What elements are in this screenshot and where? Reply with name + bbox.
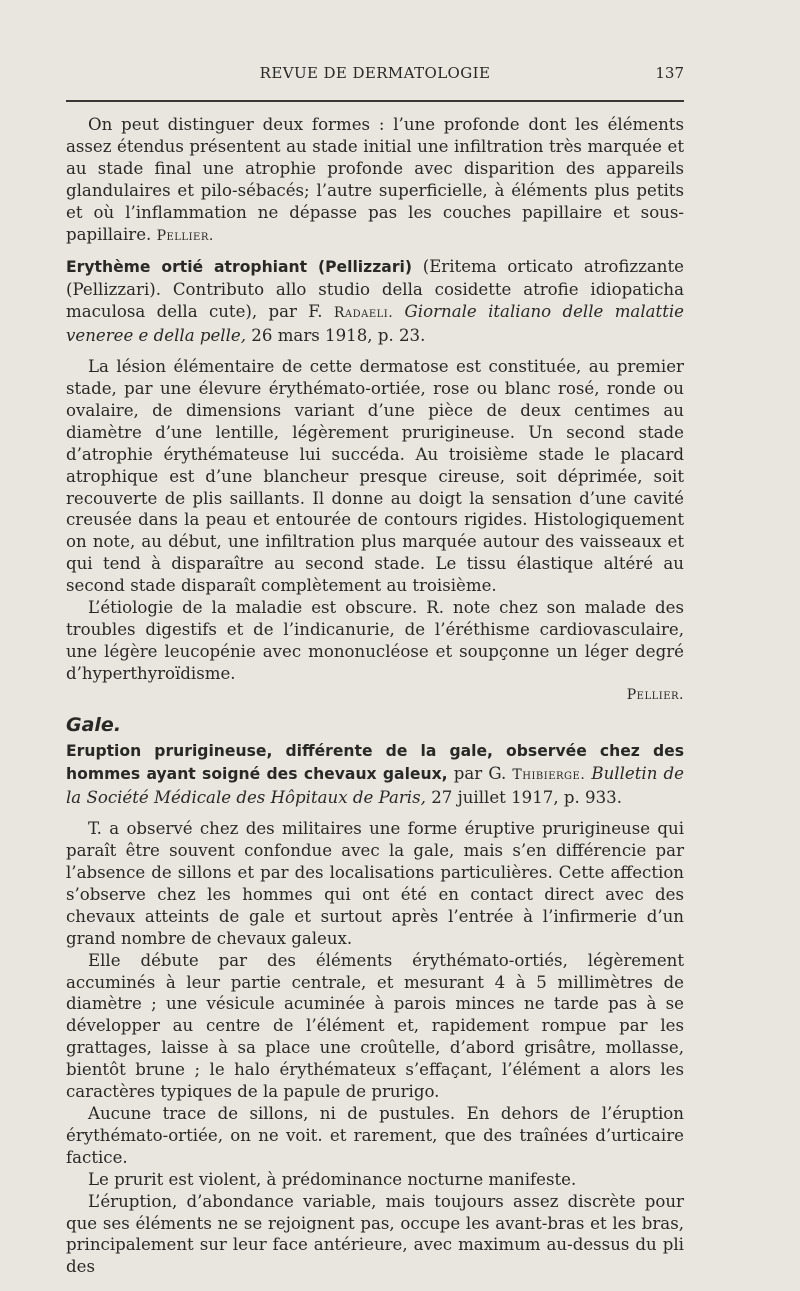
entry-date: 26 mars 1918, p. 23. <box>246 326 426 346</box>
paragraph-text: On peut distinguer deux formes : l’une profonde dont les éléments assez étendus présentent au stade initial une infiltration très marquée et au stade final une atrophie profonde avec disparition des appareils glandulaires et pilo-sébacés; l’autre superficielle, à éléments plus petits et où l’inflammation ne dépasse pas les couches papillaire et sous-papillaire. <box>66 115 684 244</box>
author-signature: Pellier. <box>156 227 214 244</box>
header-rule <box>66 100 684 102</box>
author-signature: Pellier. <box>626 686 684 703</box>
bibliography-entry <box>66 256 684 347</box>
paragraph-text: L’étiologie de la maladie est obscure. R. note chez son malade des troubles digestifs et de l’indicanurie, de l’éréthisme cardiovasculaire, une légère leucopénie avec mononucléose et soupçonne un léger degré d’hyperthyroïdisme. <box>66 598 684 683</box>
entry-author: Thibierge. <box>512 767 586 784</box>
entry-journal: Bulletin de la Société Médicale des Hôpitaux de Paris, <box>66 764 684 808</box>
paragraph <box>66 114 684 247</box>
entry-journal: Giornale italiano delle malattie veneree e della pelle, <box>66 302 684 346</box>
paragraph: Le prurit est violent, à prédominance nocturne manifeste. <box>88 1169 577 1189</box>
entry-author: Radaeli. <box>333 305 394 322</box>
entry-title: Eruption prurigineuse, différente de la gale, observée chez des hommes ayant soigné des chevaux galeux, <box>66 742 684 784</box>
entry-date: 27 juillet 1917, p. 933. <box>425 788 623 808</box>
paragraph: La lésion élémentaire de cette dermatose est constituée, au premier stade, par une élevure érythémato-ortiée, rose ou blanc rosé, ronde ou ovalaire, de dimensions variant d’une pièce de deux centimes au diamètre d’une lentille, légèrement prurigineuse. Un second stade d’atrophie érythémateuse lui succéda. Au troisième stade le placard atrophique est d’une blancheur presque cireuse, soit déprimée, soit recouverte de plis saillants. Il donne au doigt la sensation d’une cavité creusée dans la peau et entourée de contours rigides. Histologiquement on note, au début, une infiltration plus marquée autour des vaisseaux et qui tend à disparaître au second stade. Le tissu élastique altéré au second stade disparaît complètement au troisième. <box>66 357 684 596</box>
page-number: 137 <box>655 64 684 82</box>
paragraph: Aucune trace de sillons, ni de pustules. En dehors de l’éruption érythémato-ortiée, on ne voit. et rarement, que des traînées d’urticaire factice. <box>66 1103 684 1167</box>
page-header <box>66 64 684 88</box>
article-body <box>66 114 684 1278</box>
running-title: REVUE DE DERMATOLOGIE <box>259 64 491 82</box>
entry-title: Erythème ortié atrophiant (Pellizzari) <box>66 258 412 277</box>
paragraph: Elle débute par des éléments érythémato-ortiés, légèrement accuminés à leur partie centrale, et mesurant 4 à 5 millimètres de diamètre ; une vésicule acuminée à parois minces ne tarde pas à se développer au centre de l’élément et, rapidement rompue par les grattages, laisse à sa place une croûtelle, d’abord grisâtre, mollasse, bientôt brune ; le halo érythémateux s’effaçant, l’élément a alors les caractères typiques de la papule de prurigo. <box>66 950 684 1102</box>
section-heading: Gale. <box>66 713 122 736</box>
entry-description: (Eritema orticato atrofizzante (Pellizzari). Contributo allo studio della cosidette atrofie idiopaticha maculosa della cute), par F. <box>66 257 684 322</box>
paragraph: L’éruption, d’abondance variable, mais toujours assez discrète pour que ses éléments ne se rejoignent pas, occupe les avant-bras et les bras, principalement sur leur face antérieure, avec maximum au-dessus du pli des <box>66 1191 684 1277</box>
entry-by: par G. <box>447 764 513 784</box>
paragraph <box>66 597 684 707</box>
paragraph: T. a observé chez des militaires une forme éruptive prurigineuse qui paraît être souvent confondue avec la gale, mais s’en différencie par l’absence de sillons et par des localisations particulières. Cette affection s’observe chez les hommes qui ont été en contact direct avec des chevaux atteints de gale et surtout après l’entrée à l’infirmerie d’un grand nombre de chevaux galeux. <box>66 819 684 948</box>
bibliography-entry <box>66 740 684 809</box>
